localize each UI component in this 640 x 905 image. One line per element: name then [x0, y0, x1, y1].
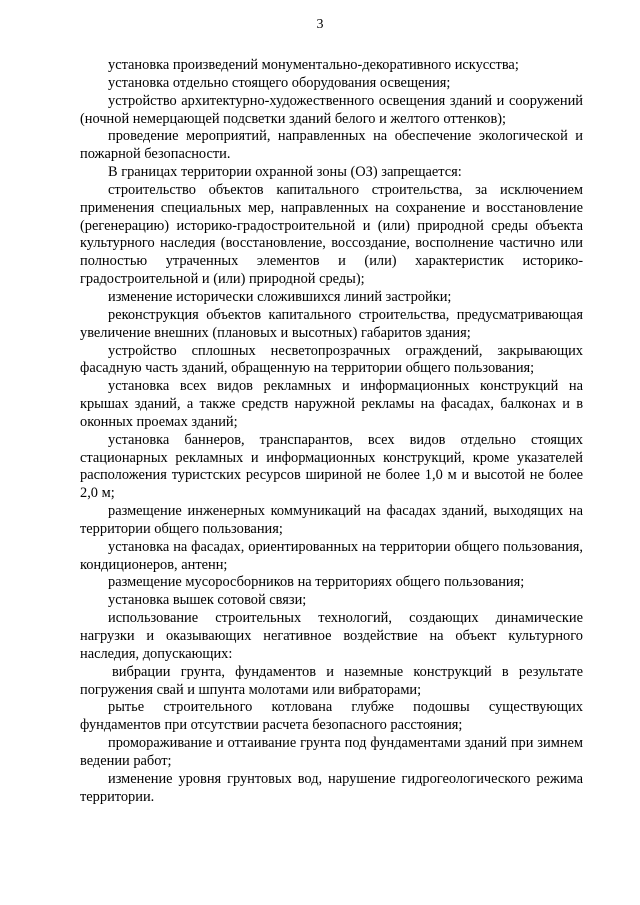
paragraph: изменение исторически сложившихся линий застройки; — [108, 288, 452, 305]
page-number: 3 — [316, 17, 324, 32]
paragraph: устройство сплошных несветопрозрачных ограждений, закрывающих фасадную часть зданий, обращенную на территории общего пользования; — [80, 342, 583, 377]
paragraph: установка всех видов рекламных и информационных конструкций на крышах зданий, а также средств наружной рекламы на фасадах, балконах и в оконных проемах зданий; — [80, 378, 583, 430]
paragraph: размещение инженерных коммуникаций на фасадах зданий, выходящих на территории общего пользования; — [80, 503, 583, 537]
paragraph: проведение мероприятий, направленных на обеспечение экологической и пожарной безопасности. — [80, 128, 583, 163]
paragraph: использование строительных технологий, создающих динамические нагрузки и оказывающих негативное воздействие на объект культурного наследия, допускающих: — [80, 610, 583, 662]
paragraph: установка отдельно стоящего оборудования освещения; — [108, 74, 451, 91]
paragraph: вибрации грунта, фундаментов и наземные конструкций в результате погружения свай и шпунта молотами или вибраторами; — [80, 663, 583, 698]
paragraph: установка баннеров, транспарантов, всех видов отдельно стоящих стационарных рекламных и информационных конструкций, кроме указателей расположения туристских ресурсов шириной не более 1,0 м и высотой не более 2,0 м; — [80, 431, 583, 502]
section-heading: В границах территории охранной зоны (ОЗ) запрещается: — [108, 164, 462, 181]
paragraph: изменение уровня грунтовых вод, нарушение гидрогеологического режима территории. — [80, 770, 583, 805]
paragraph: устройство архитектурно-художественного освещения зданий и сооружений (ночной немерцающей подсветки зданий белого и желтого оттенков); — [80, 92, 583, 127]
paragraph: размещение мусоросборников на территориях общего пользования; — [108, 574, 525, 591]
paragraph: установка вышек сотовой связи; — [108, 592, 307, 609]
paragraph: промораживание и оттаивание грунта под фундаментами зданий при зимнем ведении работ; — [80, 735, 583, 769]
paragraph: реконструкция объектов капитального строительства, предусматривающая увеличение внешних (плановых и высотных) габаритов здания; — [80, 306, 583, 341]
document-body — [80, 57, 583, 806]
paragraph: строительство объектов капитального строительства, за исключением применения специальных мер, направленных на сохранение и восстановление (регенерацию) историко-градостроительной и (или) природной среды объекта культурного наследия (восстановление, воссоздание, восполнение частично или полностью утраченных элементов и (или) характеристик историко-градостроительной и (или) природной среды); — [80, 181, 583, 288]
paragraph: установка на фасадах, ориентированных на территории общего пользования, кондиционеров, антенн; — [80, 538, 583, 573]
paragraph: рытье строительного котлована глубже подошвы существующих фундаментов при отсутствии расчета безопасного расстояния; — [80, 699, 583, 734]
paragraph: установка произведений монументально-декоративного искусства; — [108, 57, 519, 73]
